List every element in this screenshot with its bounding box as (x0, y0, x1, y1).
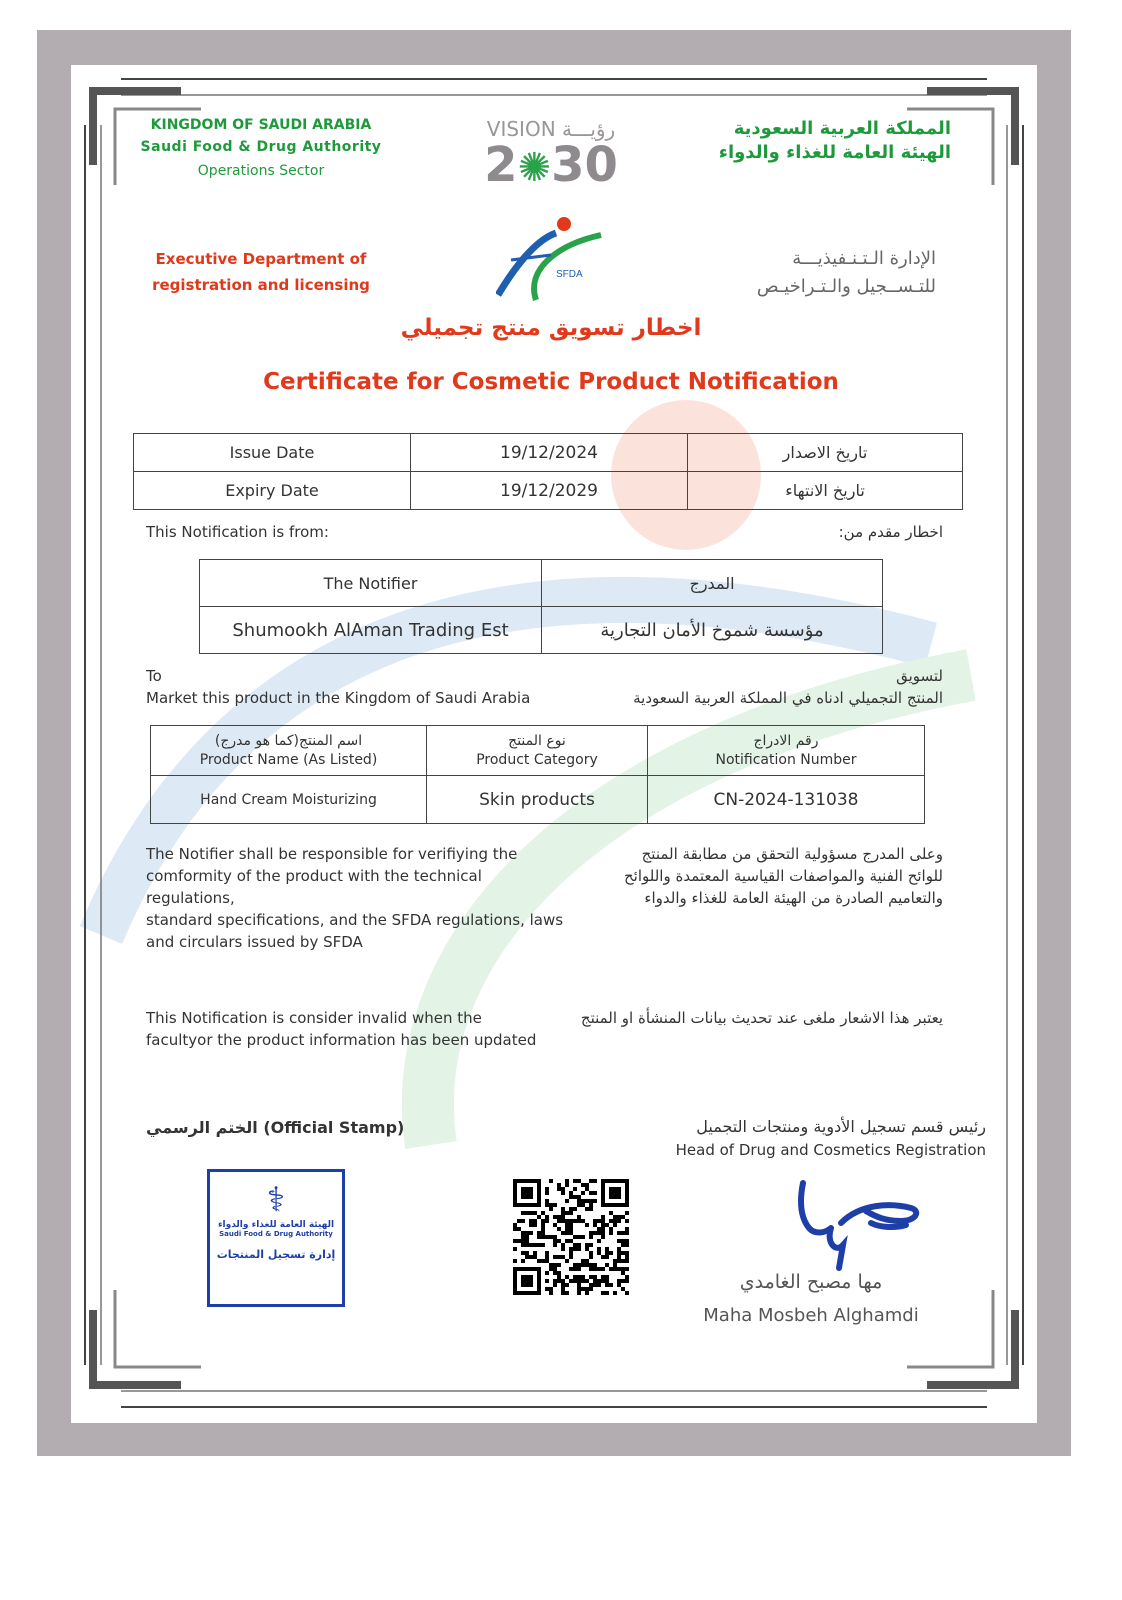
market-ar (561, 665, 943, 709)
notifier-header-ar: المدرج (542, 560, 883, 607)
market-ar-line1: لتسويق (896, 667, 943, 685)
dates-table (133, 433, 963, 510)
notifier-name-en: Shumookh AlAman Trading Est (200, 607, 542, 654)
title-en: Certificate for Cosmetic Product Notification (263, 369, 839, 395)
official-stamp (207, 1169, 345, 1307)
invalid-en-line1: This Notification is consider invalid when the (146, 1009, 482, 1027)
signature (781, 1173, 931, 1273)
notification-number-header-ar: رقم الادراج (753, 732, 819, 749)
sfda-logo-text: SFDA (556, 269, 583, 280)
header-left-line3: Operations Sector (197, 163, 325, 179)
market-en (146, 665, 530, 709)
stamp-label (146, 1118, 404, 1137)
notifier-table (199, 559, 883, 654)
qr-code (503, 1169, 639, 1305)
invalid-en-line2: facultyor the product information has been updated (146, 1031, 537, 1049)
notification-number-header-en: Notification Number (715, 751, 857, 768)
issue-date-label-ar: تاريخ الاصدار (688, 434, 963, 472)
signatory-name-en: Maha Mosbeh Alghamdi (703, 1305, 919, 1326)
product-name-header-ar: اسم المنتج(كما هو مدرج) (214, 732, 363, 749)
responsibility-ar-line: والتعاميم الصادرة من الهيئة العامة للغذاء والدواء (644, 889, 943, 907)
issue-date-value: 19/12/2024 (411, 434, 688, 472)
notifier-header-en: The Notifier (200, 560, 542, 607)
vision-emblem-icon: ✺ (517, 145, 552, 191)
notification-number-header (648, 726, 925, 776)
expiry-date-label-ar: تاريخ الانتهاء (688, 472, 963, 510)
header-right-line1: المملكة العربية السعودية (733, 118, 951, 139)
certificate-sheet (71, 65, 1037, 1423)
header-right-line2: الهيئة العامة للغذاء والدواء (718, 142, 951, 163)
invalid-ar: يعتبر هذا الاشعار ملغى عند تحديث بيانات المنشأة او المنتج (580, 1009, 943, 1027)
responsibility-en-line: and circulars issued by SFDA (146, 933, 363, 951)
vision-word: VISION (486, 117, 556, 141)
market-ar-line2: المنتج التجميلي ادناه في المملكة العربية السعودية (633, 689, 943, 707)
responsibility-en-line: The Notifier shall be responsible for verifiying the (146, 845, 518, 863)
header-left (131, 117, 391, 179)
stamp-label-ar: الختم الرسمي (146, 1118, 258, 1137)
title-ar: اخطار تسويق منتج تجميلي (400, 315, 702, 341)
product-table (150, 725, 925, 824)
market-en-line2: Market this product in the Kingdom of Saudi Arabia (146, 689, 531, 707)
from-ar: اخطار مقدم من: (838, 523, 943, 541)
table-row (134, 434, 963, 472)
signatory-name-ar: مها مصبح الغامدي (739, 1271, 883, 1293)
vision-year-b: 30 (551, 137, 618, 193)
dept-ar (721, 245, 936, 301)
product-category-header-ar: نوع المنتج (508, 732, 566, 749)
header-left-line1: KINGDOM OF SAUDI ARABIA (150, 117, 372, 133)
dept-en-line2: registration and licensing (152, 276, 370, 294)
vision-year-a: 2 (484, 137, 518, 193)
product-name-value: Hand Cream Moisturizing (151, 776, 427, 824)
dept-en-line1: Executive Department of (155, 250, 367, 268)
product-name-header-en: Product Name (As Listed) (199, 751, 378, 768)
expiry-date-value: 19/12/2029 (411, 472, 688, 510)
responsibility-ar (571, 843, 943, 909)
responsibility-ar-line: وعلى المدرج مسؤولية التحقق من مطابقة المنتج (641, 845, 943, 863)
invalid-en (146, 1007, 566, 1051)
dept-en (151, 246, 371, 298)
responsibility-en-line: comformity of the product with the technical regulations, (146, 867, 482, 907)
header-right (691, 117, 951, 165)
signatory-title-ar: رئيس قسم تسجيل الأدوية ومنتجات التجميل (696, 1117, 986, 1136)
dept-ar-line2: للتـســجيل والـتـراخيـص (756, 276, 936, 297)
dept-ar-line1: الإدارة الـتـنـفيذيـــة (792, 248, 936, 269)
table-row (200, 560, 883, 607)
market-en-line1: To (146, 667, 162, 685)
signatory-title-en: Head of Drug and Cosmetics Registration (675, 1141, 986, 1159)
product-name-header (151, 726, 427, 776)
stamp-line1: الهيئة العامة للغذاء والدواء (217, 1220, 335, 1230)
table-row (200, 607, 883, 654)
stamp-line3: إدارة تسجيل المنتجات (216, 1248, 336, 1261)
from-en: This Notification is from: (146, 523, 329, 541)
vision-arabic: رؤيـــة (562, 117, 616, 141)
responsibility-en (146, 843, 566, 953)
stamp-line2: Saudi Food & Drug Authority (219, 1230, 333, 1238)
stamp-logo-icon: ⚕ (266, 1180, 286, 1220)
header-left-line2: Saudi Food & Drug Authority (140, 139, 382, 155)
product-category-value: Skin products (427, 776, 648, 824)
notifier-name-ar: مؤسسة شموخ الأمان التجارية (542, 607, 883, 654)
table-row (134, 472, 963, 510)
sfda-logo (496, 215, 606, 305)
table-row (151, 726, 925, 776)
product-category-header (427, 726, 648, 776)
vision-2030-logo (471, 117, 631, 192)
expiry-date-label-en: Expiry Date (134, 472, 411, 510)
stamp-label-en: (Official Stamp) (263, 1118, 405, 1137)
responsibility-en-line: standard specifications, and the SFDA regulations, laws (146, 911, 564, 929)
responsibility-ar-line: للوائح الفنية والمواصفات القياسية المعتمدة واللوائح (623, 867, 943, 885)
issue-date-label-en: Issue Date (134, 434, 411, 472)
table-row (151, 776, 925, 824)
product-category-header-en: Product Category (476, 751, 598, 768)
notification-number-value: CN-2024-131038 (648, 776, 925, 824)
